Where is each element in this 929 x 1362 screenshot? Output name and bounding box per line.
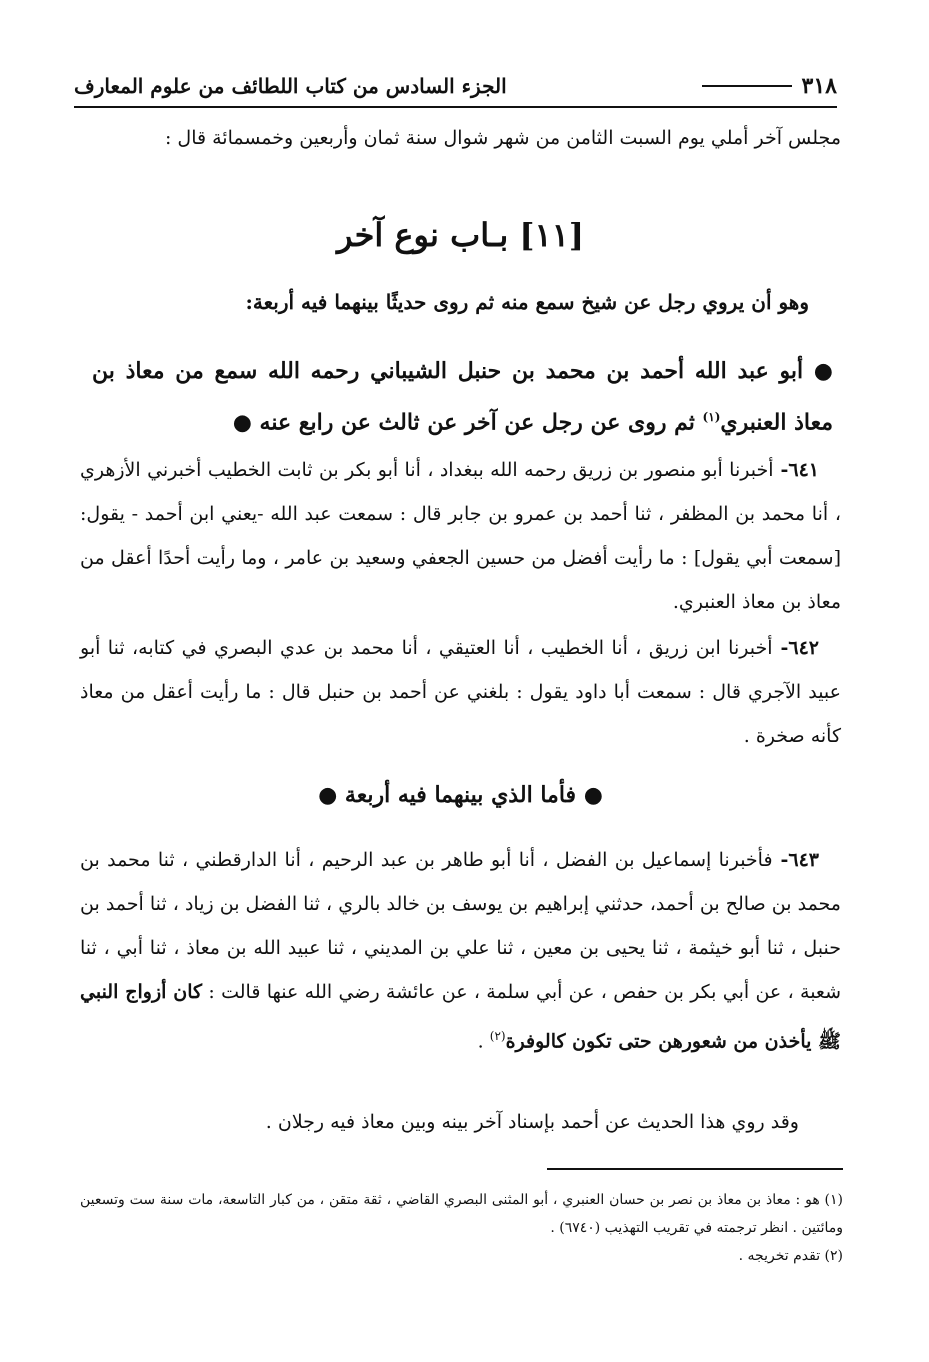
hadith-643-number: ٦٤٣- <box>772 849 819 871</box>
footnote-ref-1[interactable]: (١) <box>702 410 721 424</box>
hadith-641 <box>80 448 841 624</box>
hadith-643-quote: كان أزواج النبي ﷺ يأخذن من شعورهن حتى تكون كالوفرة <box>80 981 841 1053</box>
hadith-641-text <box>80 448 841 624</box>
section-heading-2 <box>80 782 841 808</box>
header-rule <box>702 85 792 87</box>
section1-heading-main: ● أبو عبد الله أحمد بن محمد بن حنبل الشيباني رحمه الله سمع من معاذ بن معاذ العنبري <box>92 358 833 436</box>
running-title: الجزء السادس من كتاب اللطائف من علوم المعارف <box>74 74 507 98</box>
footnote-1: (١) هو : معاذ بن معاذ بن نصر بن حسان العنبري ، أبو المثنى البصري القاضي ، ثقة متقن ، من كبار التاسعة، مات سنة ست وتسعين ومائتين . انظر ترجمته في تقريب التهذيب (٦٧٤٠) . <box>80 1192 843 1236</box>
hadith-643 <box>80 838 841 1063</box>
section1-heading <box>92 348 833 445</box>
hadith-642-number: ٦٤٢- <box>772 637 819 659</box>
section-heading-1 <box>92 348 833 445</box>
footnote-ref-2[interactable]: (٢) <box>489 1029 506 1043</box>
chapter-title: [١١] بـاب نوع آخر <box>336 216 585 254</box>
closing-block <box>80 1100 799 1144</box>
footnote-2: (٢) تقدم تخريجه . <box>738 1248 843 1264</box>
intro-line: مجلس آخر أملي يوم السبت الثامن من شهر شوال سنة ثمان وأربعين وخمسمائة قال : <box>164 127 841 149</box>
hadith-641-number: ٦٤١- <box>773 459 819 481</box>
section2-heading: ● فأما الذي بينهما فيه أربعة ● <box>318 782 603 808</box>
hadith-643-end: . <box>477 1030 490 1053</box>
closing-line: وقد روي هذا الحديث عن أحمد بإسناد آخر بينه وبين معاذ فيه رجلان . <box>265 1111 799 1133</box>
page-number: ٣١٨ <box>801 73 837 99</box>
hadith-642-text <box>80 626 841 758</box>
hadith-643-body: فأخبرنا إسماعيل بن الفضل ، أنا أبو طاهر بن عبد الرحيم ، أنا الدارقطني ، ثنا محمد بن محمد بن صالح بن أحمد، حدثني إبراهيم بن يوسف بن خالد بالري ، ثنا الفضل بن زياد ، ثنا أحمد بن حنبل ، ثنا أبو خيثمة ، ثنا يحيى بن معين ، ثنا علي بن المديني ، ثنا عبيد الله بن معاذ ، ثنا أبي ، ثنا شعبة ، عن أبي بكر بن حفص ، عن أبي سلمة ، عن عائشة رضي الله عنها قالت : <box>80 849 842 1003</box>
hadith-642-body: أخبرنا ابن زريق ، أنا الخطيب ، أنا العتيقي ، أنا محمد بن عدي البصري في كتابه، ثنا أبو عبيد الآجري قال : سمعت أبا داود يقول : بلغني عن أحمد بن حنبل قال : ما رأيت أعقل من معاذ كأنه صخرة . <box>80 637 841 747</box>
footnotes <box>80 1186 843 1270</box>
hadith-643-text <box>80 838 841 1063</box>
page-header <box>74 66 837 108</box>
chapter-heading <box>80 216 841 254</box>
hadith-642 <box>80 626 841 758</box>
hadith-641-body: أخبرنا أبو منصور بن زريق رحمه الله ببغداد ، أنا أبو بكر بن ثابت الخطيب أخبرني الأزهري ، أنا محمد بن المظفر ، ثنا أحمد بن عمرو بن جابر قال : سمعت عبد الله -يعني ابن أحمد - يقول: [سمعت أبي يقول] : ما رأيت أفضل من حسين الجعفي وسعيد بن عامر ، وما رأيت أحدًا أعقل من معاذ بن معاذ العنبري. <box>80 459 841 613</box>
chapter-lead-block <box>80 282 809 322</box>
section1-heading-tail: ثم روى عن رجل عن آخر عن ثالث عن رابع عنه ● <box>232 409 703 436</box>
session-intro <box>80 118 841 158</box>
footnote-separator <box>547 1168 843 1170</box>
chapter-lead: وهو أن يروي رجل عن شيخ سمع منه ثم روى حديثًا بينهما فيه أربعة: <box>245 290 809 314</box>
